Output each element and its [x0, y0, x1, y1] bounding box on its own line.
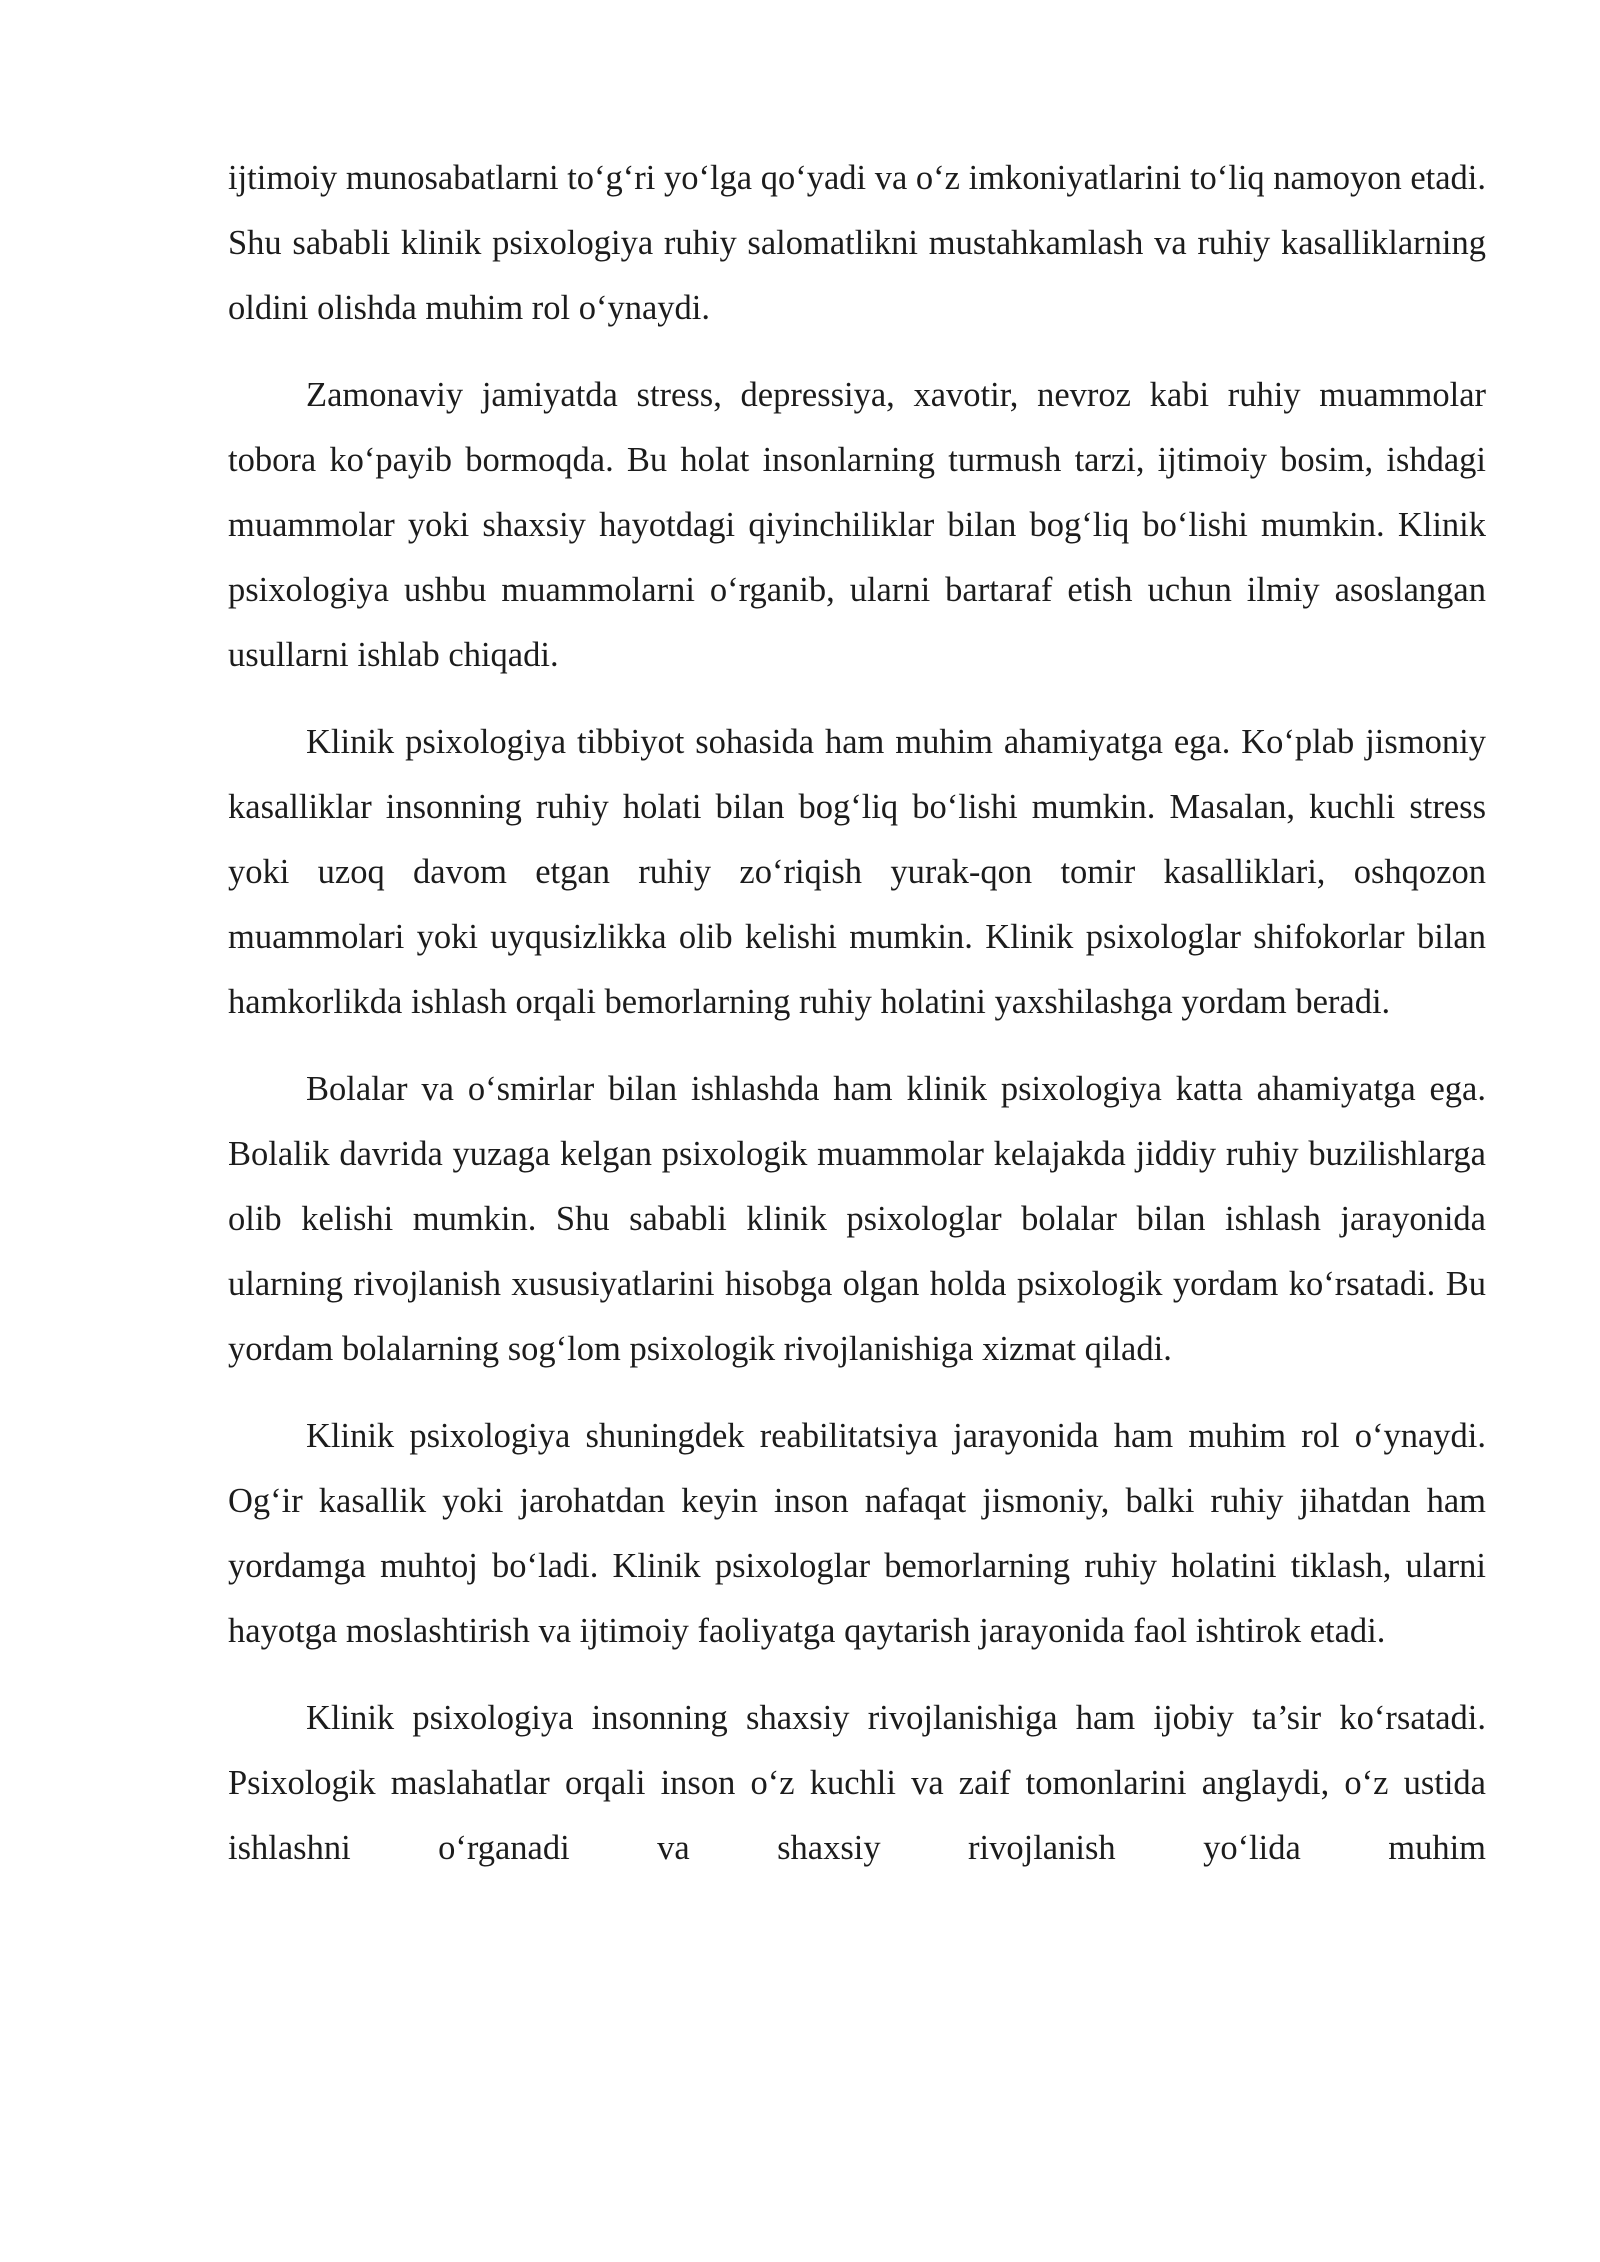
paragraph-4: Bolalar va o‘smirlar bilan ishlashda ham klinik psixologiya katta ahamiyatga ega. Bolalik davrida yuzaga kelgan psixologik muammolar kelajakda jiddiy ruhiy buzilishlarga olib kelishi mumkin. Shu sababli klinik psixologlar bolalar bilan ishlash jarayonida ularning rivojlanish xususiyatlarini hisobga olgan holda psixologik yordam ko‘rsatadi. Bu yordam bolalarning sog‘lom psixologik rivojlanishiga xizmat qiladi. — [228, 1070, 1486, 1368]
paragraph-1: ijtimoiy munosabatlarni to‘g‘ri yo‘lga qo‘yadi va o‘z imkoniyatlarini to‘liq namoyon etadi. Shu sababli klinik psixologiya ruhiy salomatlikni mustahkamlash va ruhiy kasalliklarning oldini olishda muhim rol o‘ynaydi. — [228, 159, 1487, 327]
paragraph-3: Klinik psixologiya tibbiyot sohasida ham muhim ahamiyatga ega. Ko‘plab jismoniy kasalliklar insonning ruhiy holati bilan bog‘liq bo‘lishi mumkin. Masalan, kuchli stress yoki uzoq davom etgan ruhiy zo‘riqish yurak-qon tomir kasalliklari, oshqozon muammolari yoki uyqusizlikka olib kelishi mumkin. Klinik psixologlar shifokorlar bilan hamkorlikda ishlash orqali bemorlarning ruhiy holatini yaxshilashga yordam beradi. — [228, 723, 1486, 1021]
document-body — [228, 146, 1486, 1881]
paragraph-2: Zamonaviy jamiyatda stress, depressiya, xavotir, nevroz kabi ruhiy muammolar tobora ko‘payib bormoqda. Bu holat insonlarning turmush tarzi, ijtimoiy bosim, ishdagi muammolar yoki shaxsiy hayotdagi qiyinchiliklar bilan bog‘liq bo‘lishi mumkin. Klinik psixologiya ushbu muammolarni o‘rganib, ularni bartaraf etish uchun ilmiy asoslangan usullarni ishlab chiqadi. — [228, 376, 1486, 674]
paragraph-6: Klinik psixologiya insonning shaxsiy rivojlanishiga ham ijobiy ta’sir ko‘rsatadi. Psixologik maslahatlar orqali inson o‘z kuchli va zaif tomonlarini anglaydi, o‘z ustida ishlashni o‘rganadi va shaxsiy rivojlanish yo‘lida muhim — [228, 1699, 1486, 1867]
paragraph-5: Klinik psixologiya shuningdek reabilitatsiya jarayonida ham muhim rol o‘ynaydi. Og‘ir kasallik yoki jarohatdan keyin inson nafaqat jismoniy, balki ruhiy jihatdan ham yordamga muhtoj bo‘ladi. Klinik psixologlar bemorlarning ruhiy holatini tiklash, ularni hayotga moslashtirish va ijtimoiy faoliyatga qaytarish jarayonida faol ishtirok etadi. — [228, 1417, 1486, 1650]
